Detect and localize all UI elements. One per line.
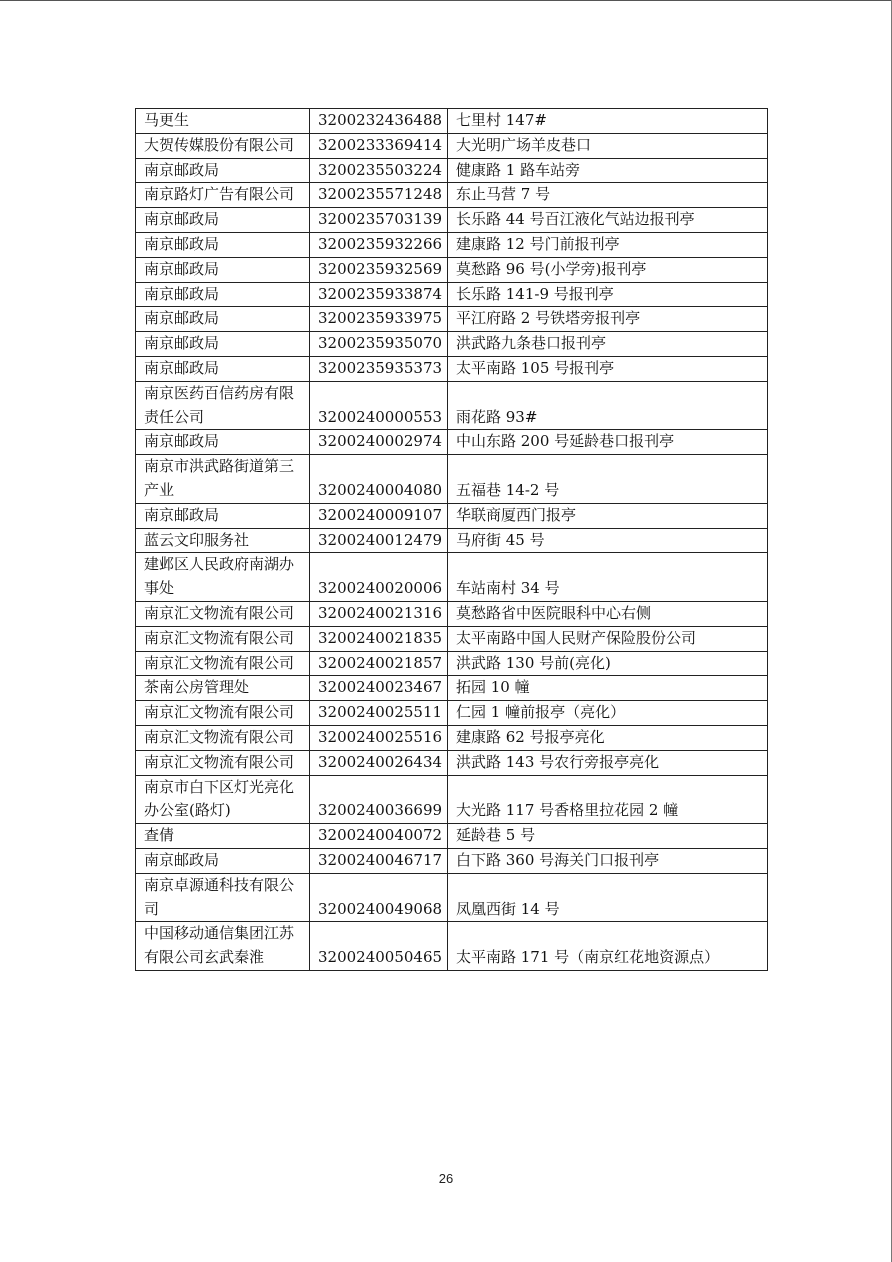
table-cell-address: 莫愁路 96 号(小学旁)报刊亭: [448, 257, 768, 282]
table-cell-id-number: 3200235933975: [310, 307, 448, 332]
table-cell-id-number: 3200235932266: [310, 232, 448, 257]
table-cell-address: 莫愁路省中医院眼科中心右侧: [448, 601, 768, 626]
table-row: [136, 257, 768, 282]
table-cell-organization: 南京邮政局: [136, 257, 310, 282]
table-cell-organization: 南京邮政局: [136, 848, 310, 873]
table-row: [136, 626, 768, 651]
table-cell-address: 太平南路中国人民财产保险股份公司: [448, 626, 768, 651]
table-row: [136, 208, 768, 233]
table-row: [136, 701, 768, 726]
table-cell-organization: 南京汇文物流有限公司: [136, 651, 310, 676]
table-cell-organization: 南京邮政局: [136, 158, 310, 183]
table-row: [136, 307, 768, 332]
table-row: [136, 282, 768, 307]
table-cell-organization: 南京汇文物流有限公司: [136, 701, 310, 726]
table-row: [136, 676, 768, 701]
table-cell-id-number: 3200235935373: [310, 356, 448, 381]
table-cell-address: 马府街 45 号: [448, 528, 768, 553]
table-row: [136, 750, 768, 775]
table-cell-organization: 茶南公房管理处: [136, 676, 310, 701]
table-cell-address: 大光路 117 号香格里拉花园 2 幢: [448, 775, 768, 824]
table-cell-id-number: 3200235932569: [310, 257, 448, 282]
table-cell-address: 太平南路 171 号（南京红花地资源点）: [448, 922, 768, 971]
table-row: [136, 553, 768, 602]
table-row: [136, 528, 768, 553]
table-cell-organization: 中国移动通信集团江苏有限公司玄武秦淮: [136, 922, 310, 971]
table-cell-organization: 南京邮政局: [136, 232, 310, 257]
table-cell-address: 东止马营 7 号: [448, 183, 768, 208]
table-cell-id-number: 3200235935070: [310, 332, 448, 357]
table-row: [136, 922, 768, 971]
table-cell-organization: 南京路灯广告有限公司: [136, 183, 310, 208]
table-cell-organization: 大贺传媒股份有限公司: [136, 133, 310, 158]
table-cell-id-number: 3200240021835: [310, 626, 448, 651]
table-row: [136, 725, 768, 750]
table-row: [136, 455, 768, 504]
table-cell-address: 中山东路 200 号延龄巷口报刊亭: [448, 430, 768, 455]
table-row: [136, 133, 768, 158]
table-row: [136, 381, 768, 430]
table-cell-organization: 南京汇文物流有限公司: [136, 626, 310, 651]
table-cell-organization: 南京汇文物流有限公司: [136, 601, 310, 626]
table-cell-id-number: 3200240050465: [310, 922, 448, 971]
table-cell-organization: 南京邮政局: [136, 332, 310, 357]
table-cell-address: 健康路 1 路车站旁: [448, 158, 768, 183]
table-row: [136, 873, 768, 922]
table-cell-id-number: 3200235703139: [310, 208, 448, 233]
table-cell-address: 长乐路 141-9 号报刊亭: [448, 282, 768, 307]
table-cell-id-number: 3200240009107: [310, 503, 448, 528]
table-cell-organization: 马更生: [136, 109, 310, 134]
table-cell-organization: 南京汇文物流有限公司: [136, 750, 310, 775]
table-row: [136, 651, 768, 676]
table-cell-organization: 南京邮政局: [136, 282, 310, 307]
top-border-line: [0, 0, 892, 1]
table-cell-organization: 南京医药百信药房有限责任公司: [136, 381, 310, 430]
table-row: [136, 503, 768, 528]
table-cell-id-number: 3200240046717: [310, 848, 448, 873]
table-row: [136, 332, 768, 357]
table-cell-organization: 南京邮政局: [136, 307, 310, 332]
table-cell-id-number: 3200240021857: [310, 651, 448, 676]
table-cell-organization: 建邺区人民政府南湖办事处: [136, 553, 310, 602]
table-row: [136, 430, 768, 455]
table-cell-id-number: 3200240023467: [310, 676, 448, 701]
table-cell-id-number: 3200240004080: [310, 455, 448, 504]
table-cell-id-number: 3200240025511: [310, 701, 448, 726]
table-cell-address: 洪武路 130 号前(亮化): [448, 651, 768, 676]
table-cell-id-number: 3200240002974: [310, 430, 448, 455]
table-cell-address: 太平南路 105 号报刊亭: [448, 356, 768, 381]
table-cell-address: 白下路 360 号海关门口报刊亭: [448, 848, 768, 873]
table-cell-id-number: 3200240026434: [310, 750, 448, 775]
page-number: 26: [438, 1171, 454, 1186]
table-cell-organization: 查倩: [136, 824, 310, 849]
table-cell-id-number: 3200233369414: [310, 133, 448, 158]
table-cell-address: 五福巷 14-2 号: [448, 455, 768, 504]
table-cell-address: 车站南村 34 号: [448, 553, 768, 602]
table-cell-address: 凤凰西街 14 号: [448, 873, 768, 922]
table-row: [136, 158, 768, 183]
records-table-body: [136, 109, 768, 971]
table-cell-organization: 南京邮政局: [136, 503, 310, 528]
table-cell-id-number: 3200240000553: [310, 381, 448, 430]
table-cell-address: 平江府路 2 号铁塔旁报刊亭: [448, 307, 768, 332]
table-row: [136, 183, 768, 208]
table-cell-organization: 南京市洪武路街道第三产业: [136, 455, 310, 504]
table-cell-address: 建康路 62 号报亭亮化: [448, 725, 768, 750]
table-cell-address: 雨花路 93#: [448, 381, 768, 430]
table-cell-address: 拓园 10 幢: [448, 676, 768, 701]
table-cell-organization: 南京邮政局: [136, 356, 310, 381]
table-cell-id-number: 3200240049068: [310, 873, 448, 922]
table-cell-organization: 蓝云文印服务社: [136, 528, 310, 553]
table-cell-organization: 南京邮政局: [136, 430, 310, 455]
table-row: [136, 824, 768, 849]
table-cell-organization: 南京汇文物流有限公司: [136, 725, 310, 750]
table-cell-id-number: 3200240036699: [310, 775, 448, 824]
table-row: [136, 601, 768, 626]
table-row: [136, 109, 768, 134]
table-cell-id-number: 3200235571248: [310, 183, 448, 208]
table-cell-address: 延龄巷 5 号: [448, 824, 768, 849]
table-cell-address: 洪武路 143 号农行旁报亭亮化: [448, 750, 768, 775]
table-cell-organization: 南京市白下区灯光亮化办公室(路灯): [136, 775, 310, 824]
table-cell-id-number: 3200240020006: [310, 553, 448, 602]
table-cell-id-number: 3200235933874: [310, 282, 448, 307]
table-row: [136, 775, 768, 824]
table-cell-id-number: 3200232436488: [310, 109, 448, 134]
table-cell-address: 建康路 12 号门前报刊亭: [448, 232, 768, 257]
table-cell-id-number: 3200240012479: [310, 528, 448, 553]
table-cell-id-number: 3200240021316: [310, 601, 448, 626]
table-cell-address: 长乐路 44 号百江液化气站边报刊亭: [448, 208, 768, 233]
table-cell-address: 仁园 1 幢前报亭（亮化）: [448, 701, 768, 726]
table-row: [136, 848, 768, 873]
table-cell-organization: 南京邮政局: [136, 208, 310, 233]
table-cell-id-number: 3200240025516: [310, 725, 448, 750]
table-cell-address: 七里村 147#: [448, 109, 768, 134]
table-row: [136, 232, 768, 257]
table-cell-address: 大光明广场羊皮巷口: [448, 133, 768, 158]
table-cell-address: 洪武路九条巷口报刊亭: [448, 332, 768, 357]
table-cell-organization: 南京卓源通科技有限公司: [136, 873, 310, 922]
table-cell-id-number: 3200240040072: [310, 824, 448, 849]
table-row: [136, 356, 768, 381]
table-cell-address: 华联商厦西门报亭: [448, 503, 768, 528]
records-table: [135, 108, 768, 971]
table-cell-id-number: 3200235503224: [310, 158, 448, 183]
